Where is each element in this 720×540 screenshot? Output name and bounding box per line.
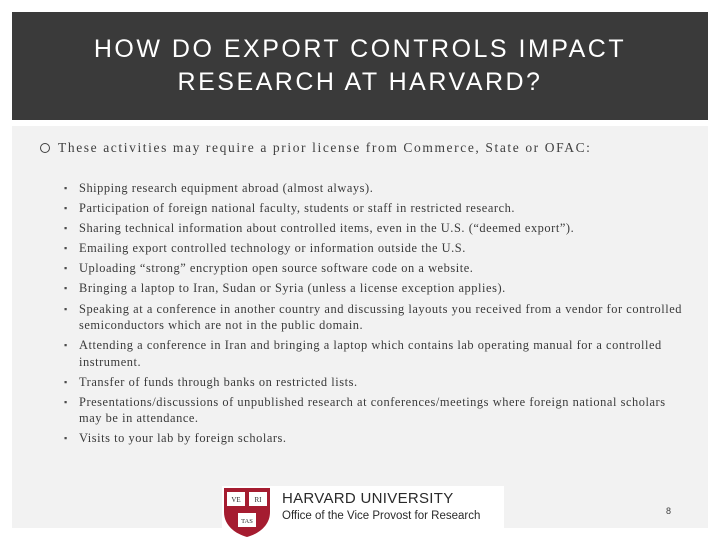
list-item-text: Transfer of funds through banks on restricted lists. [79, 374, 358, 389]
square-bullet-icon: ▪ [64, 183, 68, 193]
harvard-logo [222, 486, 504, 528]
slide-title-line-2: RESEARCH AT HARVARD? [177, 68, 543, 96]
list-item-text: Uploading “strong” encryption open source software code on a website. [79, 261, 474, 276]
shield-letters-ve: VE [231, 496, 241, 504]
list-item [64, 301, 684, 334]
shield-letters-ri: RI [254, 496, 262, 504]
list-item [64, 220, 684, 237]
slide-title-line-1: HOW DO EXPORT CONTROLS IMPACT [93, 35, 627, 63]
list-item [64, 180, 684, 197]
shield-letters-tas: TAS [241, 518, 253, 525]
list-item [64, 260, 684, 277]
square-bullet-icon: ▪ [64, 263, 68, 274]
logo-text [282, 490, 480, 524]
list-item [64, 200, 684, 217]
square-bullet-icon: ▪ [64, 283, 68, 294]
office-name: Office of the Vice Provost for Research [282, 510, 481, 522]
list-item [64, 337, 684, 370]
list-item [64, 394, 684, 427]
square-bullet-icon: ▪ [64, 223, 68, 234]
list-item-text: Attending a conference in Iran and bringing a laptop which contains lab operating manual for a controlled instrument. [79, 338, 662, 369]
list-item-text: Sharing technical information about controlled items, even in the U.S. (“deemed export”). [79, 221, 575, 236]
list-item [64, 430, 684, 447]
list-item [64, 280, 684, 297]
circle-bullet-icon [40, 143, 50, 153]
square-bullet-icon: ▪ [64, 303, 68, 314]
list-item-text: Bringing a laptop to Iran, Sudan or Syria (unless a license exception applies). [79, 281, 506, 296]
square-bullet-icon: ▪ [64, 340, 68, 351]
title-bar [12, 12, 708, 120]
activity-list [64, 180, 684, 451]
square-bullet-icon: ▪ [64, 433, 68, 444]
square-bullet-icon: ▪ [64, 376, 68, 387]
list-item-text: Emailing export controlled technology or information outside the U.S. [79, 241, 466, 256]
list-item-text: Speaking at a conference in another country and discussing layouts you received from a vendor for controlled semiconductors which are not in the public domain. [79, 301, 683, 333]
list-item [64, 240, 684, 257]
list-item-text: Shipping research equipment abroad (almost always). [79, 181, 374, 195]
harvard-shield-icon [222, 486, 272, 538]
list-item-text: Presentations/discussions of unpublished research at conferences/meetings where foreign national scholars may be in attendance. [79, 394, 666, 426]
page-number: 8 [666, 506, 672, 516]
square-bullet-icon: ▪ [64, 203, 68, 214]
list-item-text: Participation of foreign national faculty, students or staff in restricted research. [79, 201, 516, 216]
university-name: HARVARD UNIVERSITY [282, 490, 454, 507]
square-bullet-icon: ▪ [64, 396, 68, 407]
list-item-text: Visits to your lab by foreign scholars. [79, 431, 287, 446]
main-bullet-text: These activities may require a prior license from Commerce, State or OFAC: [58, 140, 592, 155]
list-item [64, 374, 684, 391]
main-bullet [30, 140, 690, 156]
square-bullet-icon: ▪ [64, 243, 68, 254]
